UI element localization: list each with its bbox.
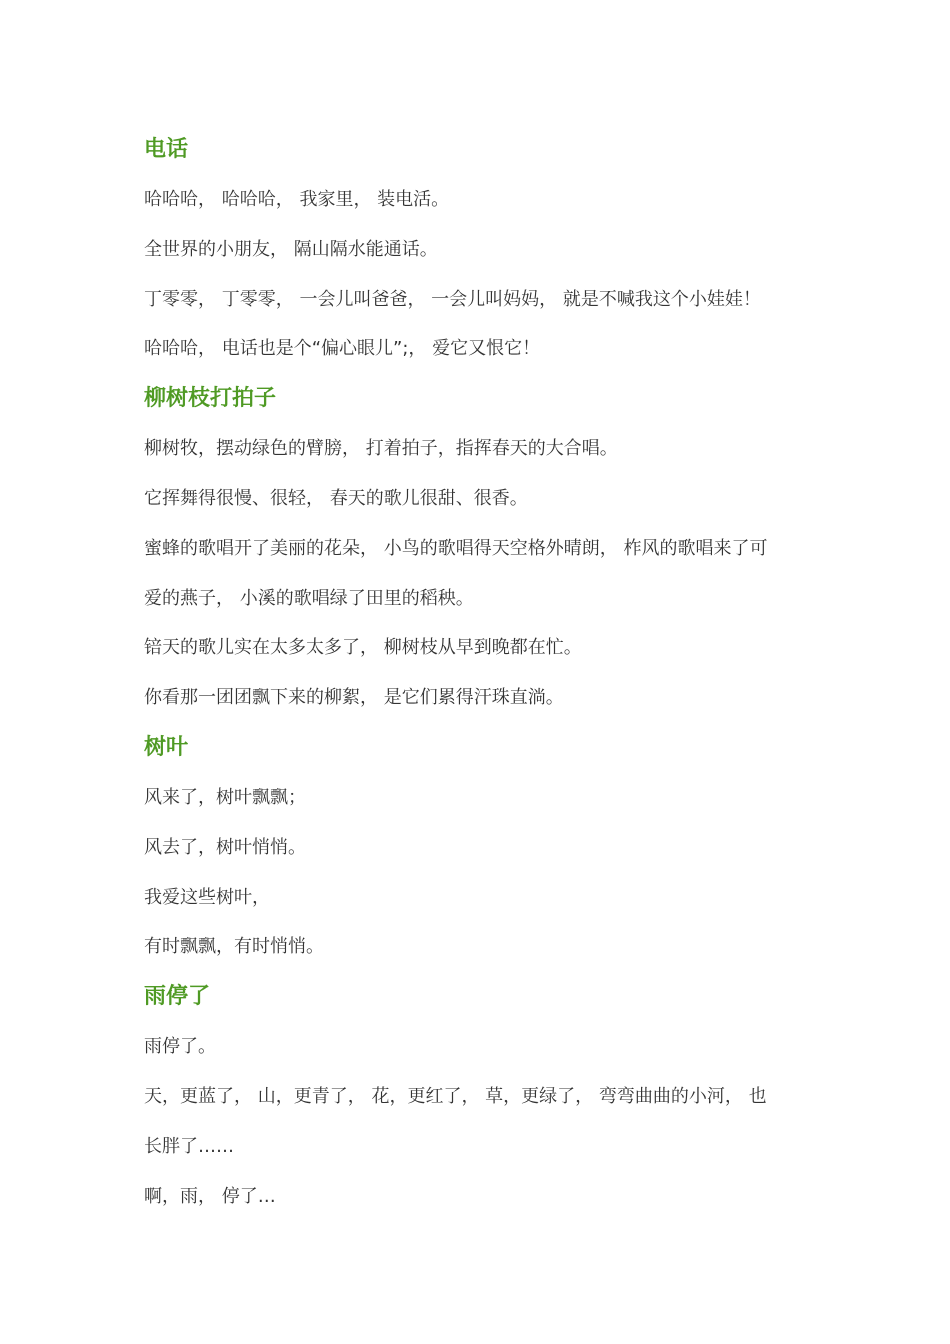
poem-line: 啊，雨， 停了… [144, 1185, 276, 1207]
poem-line: 长胖了…… [144, 1135, 234, 1157]
poem-line: 你看那一团团飘下来的柳絮， 是它们累得汗珠直淌。 [144, 687, 564, 709]
poem-line: 全世界的小朋友， 隔山隔水能通话。 [144, 238, 438, 260]
poem-line: 锫天的歌儿实在太多太多了， 柳树枝从早到晚都在忙。 [144, 637, 582, 659]
poem-line: 柳树牧，摆动绿色的臂膀， 打着拍子，指挥春天的大合唱。 [144, 438, 618, 460]
poem-line: 哈哈哈， 哈哈哈， 我家里， 装电活。 [144, 189, 450, 210]
poem-line: 天，更蓝了， 山，更青了， 花，更红了， 草，更绿了， 弯弯曲曲的小河， 也 [144, 1085, 767, 1107]
poem-line: 风去了，树叶悄悄。 [144, 836, 306, 858]
section-title-leaves: 树叶 [144, 734, 189, 760]
section-title-willow: 柳树枝打拍子 [144, 386, 277, 412]
poem-line: 丁零零， 丁零零， 一会儿叫爸爸， 一会儿叫妈妈， 就是不喊我这个小娃娃！ [144, 288, 761, 310]
poem-line: 蜜蜂的歌唱开了美丽的花朵， 小鸟的歌唱得天空格外晴朗， 柞风的歌唱来了可 [144, 537, 768, 559]
section-title-phone: 电话 [144, 137, 189, 162]
poem-line: 有时飘飘，有时悄悄。 [144, 936, 324, 958]
poem-line: 它挥舞得很慢、很轻， 春天的歌儿很甜、很香。 [144, 487, 528, 509]
poem-line: 哈哈哈， 电话也是个“偏心眼儿”;， 爱它又恨它！ [144, 338, 541, 360]
poem-collection [144, 125, 824, 1221]
poem-line: 我爱这些树叶， [144, 886, 270, 908]
poem-line: 风来了，树叶飘飘； [144, 786, 306, 808]
section-title-rain-stopped: 雨停了 [144, 984, 211, 1010]
poem-line: 爱的燕子， 小溪的歌唱绿了田里的稻秧。 [144, 587, 474, 609]
poem-line: 雨停了。 [144, 1036, 216, 1058]
